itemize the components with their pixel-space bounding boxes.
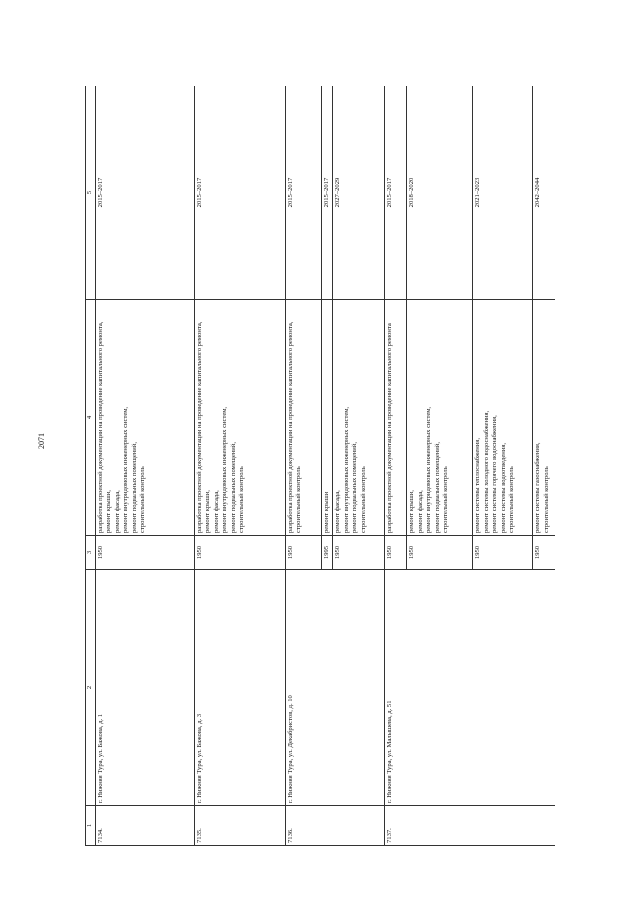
capital-repair-table [85,86,555,846]
header-col-2: 2 [86,570,96,806]
row-works [194,300,285,536]
table-row [95,86,194,846]
row-address: г. Нижняя Тура, ул. Бажова, д. 3 [194,570,285,806]
work-item: ремонт фасада, [212,490,220,533]
work-item: разработка проектной документации на проведение капитального ремонта [386,323,394,533]
work-item: ремонт подвальных помещений, [130,442,138,533]
row-year: 1950 [407,536,473,570]
work-item: ремонт фасада, [113,490,121,533]
work-item: ремонт подвальных помещений, [433,442,441,533]
row-year: 1950 [95,536,194,570]
work-item: ремонт крыши, [204,490,212,533]
row-period: 2015–2017 [194,86,285,300]
row-number: 7137. [385,806,555,846]
row-period: 2015–2017 [385,86,407,300]
row-works [321,300,333,536]
row-period: 2015–2017 [321,86,333,300]
row-year: 1950 [285,536,321,570]
work-item: ремонт внутридомовых инженерных систем, [122,406,130,533]
row-year: 1950 [333,536,385,570]
work-item: строительный контроль [295,466,303,533]
work-item: ремонт системы горячего водоснабжения, [491,415,499,533]
header-row [86,86,96,846]
work-item: ремонт внутридомовых инженерных систем, [221,406,229,533]
row-works [473,300,533,536]
table-row [285,86,321,846]
work-item: ремонт крыши, [105,490,113,533]
work-item: разработка проектной документации на проведение капитального ремонта, [195,321,203,533]
work-item: ремонт подвальных помещений, [351,442,359,533]
header-col-5: 5 [86,86,96,300]
work-item: строительный контроль [238,466,246,533]
row-year: 1995 [321,536,333,570]
row-period: 2042–2044 [533,86,555,300]
table-row [194,86,285,846]
row-period: 2021–2023 [473,86,533,300]
row-address: г. Нижняя Тура, ул. Декабристов, д. 10 [285,570,385,806]
work-item: ремонт системы водоотведения, [499,442,507,533]
work-item: строительный контроль [508,466,516,533]
row-works [333,300,385,536]
work-item: разработка проектной документации на проведение капитального ремонта, [286,321,294,533]
work-item: ремонт фасада, [416,490,424,533]
work-item: ремонт системы газоснабжения, [534,442,542,533]
row-period: 2018–2020 [407,86,473,300]
header-col-1: 1 [86,806,96,846]
work-item: ремонт подвальных помещений, [229,442,237,533]
row-works [385,300,407,536]
row-year: 1950 [473,536,533,570]
row-period: 2015–2017 [95,86,194,300]
row-number: 7135. [194,806,285,846]
work-item: строительный контроль [442,466,450,533]
work-item: ремонт внутридомовых инженерных систем, [425,406,433,533]
row-year: 1950 [385,536,407,570]
work-item: ремонт внутридомовых инженерных систем, [342,406,350,533]
row-address: г. Нижняя Тура, ул. Малышева, д. 51 [385,570,555,806]
page-number: 2071 [37,433,46,449]
header-col-4: 4 [86,300,96,536]
work-item: ремонт системы холодного водоснабжения, [482,410,490,533]
row-address: г. Нижняя Тура, ул. Бажова, д. 1 [95,570,194,806]
work-item: строительный контроль [139,466,147,533]
work-item: ремонт крыши [322,491,330,533]
row-works [533,300,555,536]
row-number: 7134. [95,806,194,846]
table-viewport [85,86,555,846]
work-item: ремонт фасада, [334,490,342,533]
row-year: 1950 [533,536,555,570]
work-item: ремонт системы теплоснабжения, [474,438,482,533]
row-works [95,300,194,536]
row-year: 1950 [194,536,285,570]
rotated-table-container [85,86,555,846]
work-item: разработка проектной документации на проведение капитального ремонта, [96,321,104,533]
row-period: 2027–2029 [333,86,385,300]
work-item: строительный контроль [542,466,550,533]
header-col-3: 3 [86,536,96,570]
work-item: строительный контроль [359,466,367,533]
row-works [285,300,321,536]
work-item: ремонт крыши, [408,490,416,533]
row-number: 7136. [285,806,385,846]
table-row [385,86,407,846]
row-period: 2015–2017 [285,86,321,300]
row-works [407,300,473,536]
